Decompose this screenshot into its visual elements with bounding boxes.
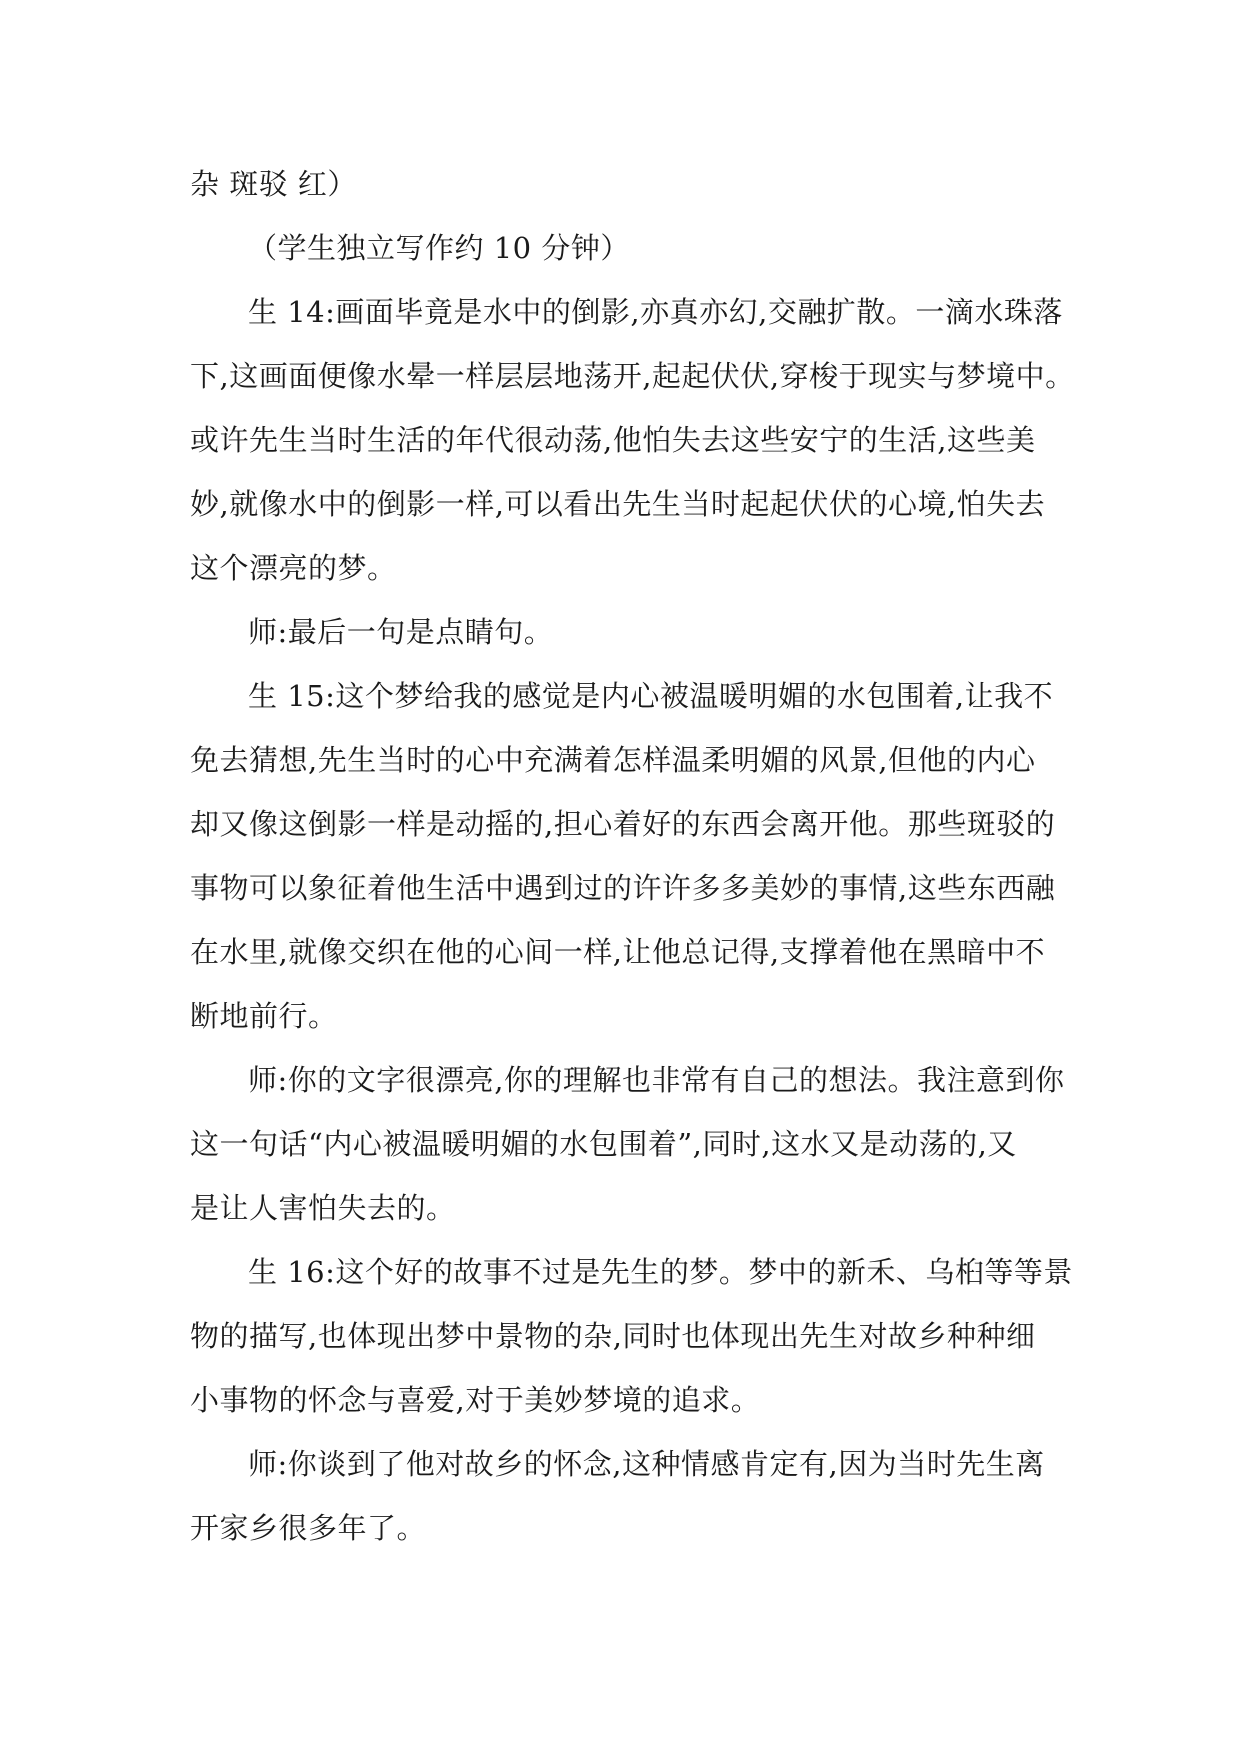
text-line: 师:你谈到了他对故乡的怀念,这种情感肯定有,因为当时先生离 xyxy=(248,1447,1045,1481)
text-line: 这一句话“内心被温暖明媚的水包围着”,同时,这水又是动荡的,又 xyxy=(190,1127,1017,1161)
text-line: 这个漂亮的梦。 xyxy=(190,551,397,585)
text-line: 杂 斑驳 红） xyxy=(190,167,357,201)
text-line: 师:你的文字很漂亮,你的理解也非常有自己的想法。我注意到你 xyxy=(248,1063,1065,1097)
text-line: 妙,就像水中的倒影一样,可以看出先生当时起起伏伏的心境,怕失去 xyxy=(190,487,1046,521)
text-line: 是让人害怕失去的。 xyxy=(190,1191,456,1225)
text-line: 生 16:这个好的故事不过是先生的梦。梦中的新禾、乌桕等等景 xyxy=(248,1255,1073,1289)
text-line: 生 15:这个梦给我的感觉是内心被温暖明媚的水包围着,让我不 xyxy=(248,679,1054,713)
text-line: 事物可以象征着他生活中遇到过的许许多多美妙的事情,这些东西融 xyxy=(190,871,1056,905)
text-line: 下,这画面便像水晕一样层层地荡开,起起伏伏,穿梭于现实与梦境中。 xyxy=(190,359,1075,393)
text-line: 免去猜想,先生当时的心中充满着怎样温柔明媚的风景,但他的内心 xyxy=(190,743,1036,777)
text-line: 在水里,就像交织在他的心间一样,让他总记得,支撑着他在黑暗中不 xyxy=(190,935,1046,969)
text-line: 生 14:画面毕竟是水中的倒影,亦真亦幻,交融扩散。一滴水珠落 xyxy=(248,295,1063,329)
text-line: 或许先生当时生活的年代很动荡,他怕失去这些安宁的生活,这些美 xyxy=(190,423,1036,457)
text-line: （学生独立写作约 10 分钟） xyxy=(248,231,630,265)
text-line: 物的描写,也体现出梦中景物的杂,同时也体现出先生对故乡种种细 xyxy=(190,1319,1036,1353)
text-line: 小事物的怀念与喜爱,对于美妙梦境的追求。 xyxy=(190,1383,761,1417)
text-line: 断地前行。 xyxy=(190,999,338,1033)
text-line: 师:最后一句是点睛句。 xyxy=(248,615,554,649)
text-line: 开家乡很多年了。 xyxy=(190,1511,427,1545)
text-line: 却又像这倒影一样是动摇的,担心着好的东西会离开他。那些斑驳的 xyxy=(190,807,1056,841)
